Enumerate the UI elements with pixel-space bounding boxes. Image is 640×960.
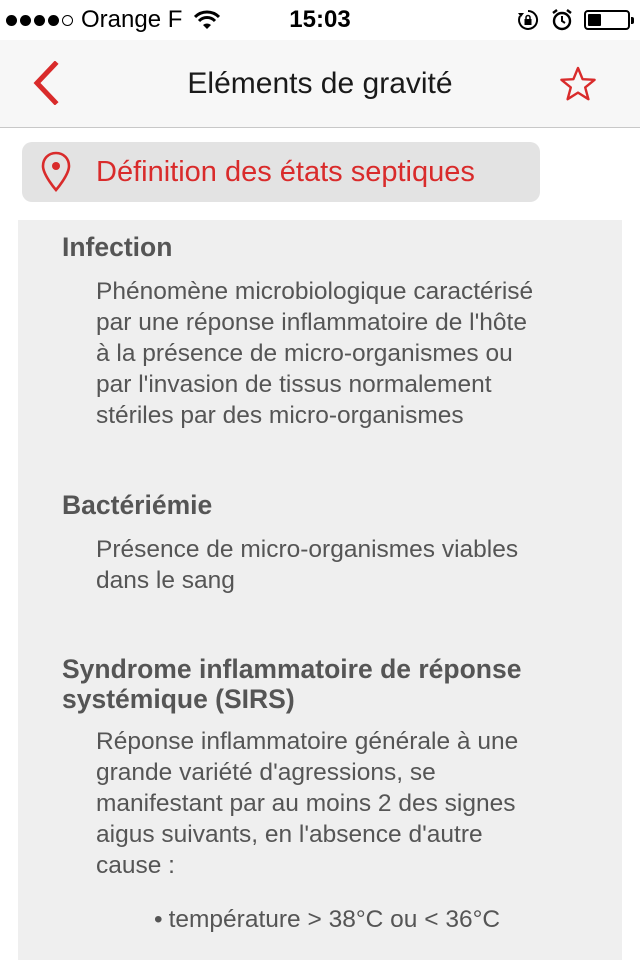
status-right-icons xyxy=(516,0,630,40)
definition-line: Présence de micro-organismes viables xyxy=(96,536,519,563)
term-line: systémique (SIRS) xyxy=(62,684,295,714)
navigation-bar xyxy=(0,40,640,128)
definition-text xyxy=(96,276,606,431)
definition-line: à la présence de micro-organismes ou xyxy=(96,340,513,367)
battery-icon xyxy=(584,10,630,30)
rotation-lock-icon xyxy=(516,8,540,32)
carrier-name: Orange F xyxy=(81,6,183,33)
location-pin-icon xyxy=(40,151,72,193)
chevron-left-icon xyxy=(31,61,59,105)
definition-line: manifestant par au moins 2 des signes xyxy=(96,790,516,817)
definition-line: par une réponse inflammatoire de l'hôte xyxy=(96,309,527,336)
page-title: Eléments de gravité xyxy=(187,67,453,100)
section-title: Définition des états septiques xyxy=(96,155,475,188)
back-button[interactable] xyxy=(20,58,70,108)
status-time: 15:03 xyxy=(289,6,351,33)
definition-line: Réponse inflammatoire générale à une xyxy=(96,728,519,755)
definition-text xyxy=(96,534,606,596)
favorite-button[interactable] xyxy=(556,62,600,106)
definition-line: dans le sang xyxy=(96,567,235,594)
definition-line: cause : xyxy=(96,852,175,879)
term-title xyxy=(62,654,521,714)
star-outline-icon xyxy=(559,66,597,102)
term-title: Infection xyxy=(62,232,173,262)
content-panel xyxy=(18,220,622,960)
term-line: Syndrome inflammatoire de réponse xyxy=(62,654,522,684)
definition-line: Phénomène microbiologique caractérisé xyxy=(96,278,534,305)
list-item-text: température > 38°C ou < 36°C xyxy=(168,906,501,933)
term-title: Bactériémie xyxy=(62,490,213,520)
definition-line: grande variété d'agressions, se xyxy=(96,759,436,786)
bullet-icon: • xyxy=(154,906,163,933)
definition-line: stériles par des micro-organismes xyxy=(96,402,464,429)
definition-line: par l'invasion de tissus normalement xyxy=(96,371,492,398)
alarm-icon xyxy=(550,8,574,32)
section-header[interactable] xyxy=(22,142,540,202)
definition-line: aigus suivants, en l'absence d'autre xyxy=(96,821,483,848)
definition-text xyxy=(96,726,606,881)
list-item xyxy=(154,904,500,935)
